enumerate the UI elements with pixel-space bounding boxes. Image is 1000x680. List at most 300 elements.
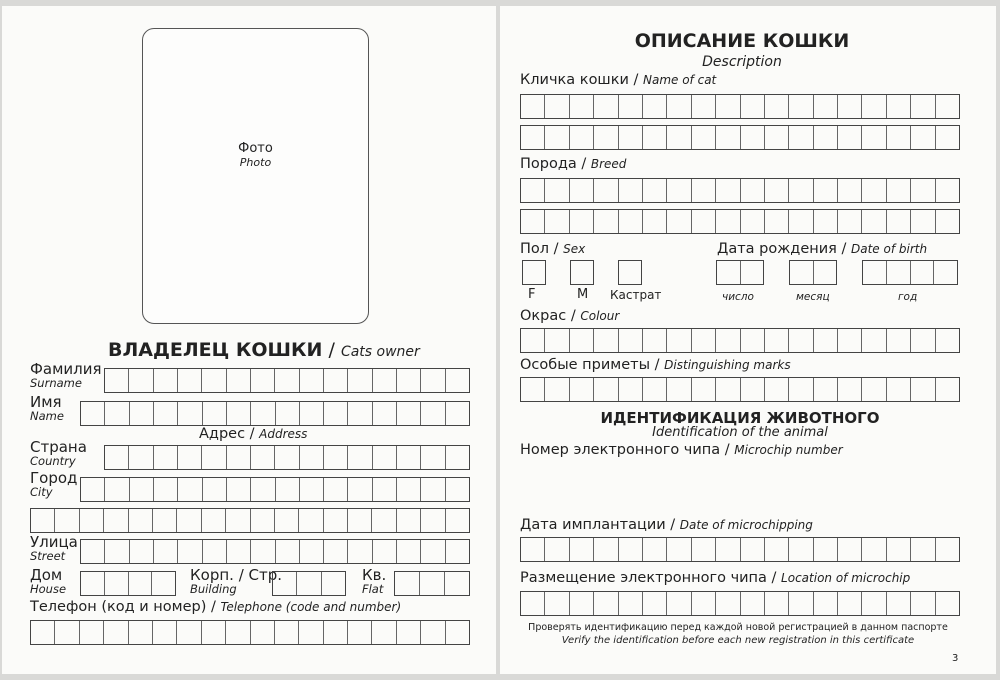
char-cell[interactable] [887, 538, 911, 561]
char-cell[interactable] [373, 540, 397, 563]
char-cell[interactable] [838, 126, 862, 149]
char-cell[interactable] [643, 538, 667, 561]
char-cell[interactable] [397, 509, 421, 532]
char-cell[interactable] [154, 446, 178, 469]
char-cell[interactable] [372, 509, 396, 532]
char-cell[interactable] [716, 538, 740, 561]
char-cell[interactable] [789, 592, 813, 615]
char-cell[interactable] [521, 538, 545, 561]
char-cell[interactable] [202, 621, 226, 644]
char-cell[interactable] [202, 509, 226, 532]
char-cell[interactable] [911, 538, 935, 561]
char-cell[interactable] [862, 378, 886, 401]
char-cell[interactable] [717, 261, 741, 284]
char-cell[interactable] [692, 95, 716, 118]
surname-field[interactable] [104, 368, 470, 393]
char-cell[interactable] [251, 621, 275, 644]
char-cell[interactable] [814, 179, 838, 202]
char-cell[interactable] [545, 126, 569, 149]
char-cell[interactable] [789, 210, 813, 233]
dob-day-field[interactable] [716, 260, 764, 285]
char-cell[interactable] [741, 378, 765, 401]
char-cell[interactable] [936, 538, 959, 561]
char-cell[interactable] [594, 95, 618, 118]
char-cell[interactable] [862, 179, 886, 202]
char-cell[interactable] [373, 446, 397, 469]
char-cell[interactable] [911, 329, 935, 352]
char-cell[interactable] [741, 538, 765, 561]
char-cell[interactable] [129, 621, 153, 644]
char-cell[interactable] [227, 369, 251, 392]
char-cell[interactable] [619, 210, 643, 233]
char-cell[interactable] [887, 592, 911, 615]
char-cell[interactable] [275, 446, 299, 469]
char-cell[interactable] [297, 572, 321, 595]
char-cell[interactable] [521, 329, 545, 352]
char-cell[interactable] [765, 378, 789, 401]
char-cell[interactable] [31, 509, 55, 532]
char-cell[interactable] [251, 369, 275, 392]
char-cell[interactable] [692, 378, 716, 401]
char-cell[interactable] [348, 402, 372, 425]
char-cell[interactable] [570, 592, 594, 615]
char-cell[interactable] [324, 369, 348, 392]
char-cell[interactable] [911, 95, 935, 118]
char-cell[interactable] [446, 478, 469, 501]
char-cell[interactable] [911, 261, 935, 284]
char-cell[interactable] [789, 538, 813, 561]
char-cell[interactable] [251, 509, 275, 532]
char-cell[interactable] [619, 261, 641, 284]
char-cell[interactable] [667, 329, 691, 352]
char-cell[interactable] [643, 378, 667, 401]
char-cell[interactable] [324, 509, 348, 532]
char-cell[interactable] [887, 329, 911, 352]
char-cell[interactable] [545, 329, 569, 352]
char-cell[interactable] [838, 378, 862, 401]
char-cell[interactable] [814, 126, 838, 149]
dob-month-field[interactable] [789, 260, 837, 285]
char-cell[interactable] [105, 402, 129, 425]
char-cell[interactable] [203, 402, 227, 425]
char-cell[interactable] [227, 540, 251, 563]
char-cell[interactable] [765, 538, 789, 561]
char-cell[interactable] [227, 446, 251, 469]
char-cell[interactable] [300, 402, 324, 425]
char-cell[interactable] [643, 95, 667, 118]
char-cell[interactable] [619, 378, 643, 401]
char-cell[interactable] [373, 369, 397, 392]
char-cell[interactable] [178, 369, 202, 392]
char-cell[interactable] [789, 95, 813, 118]
char-cell[interactable] [445, 572, 469, 595]
char-cell[interactable] [324, 540, 348, 563]
char-cell[interactable] [863, 261, 887, 284]
char-cell[interactable] [373, 402, 397, 425]
char-cell[interactable] [523, 261, 545, 284]
char-cell[interactable] [105, 540, 129, 563]
char-cell[interactable] [275, 621, 299, 644]
char-cell[interactable] [692, 538, 716, 561]
char-cell[interactable] [765, 592, 789, 615]
char-cell[interactable] [251, 446, 275, 469]
char-cell[interactable] [273, 572, 297, 595]
char-cell[interactable] [789, 329, 813, 352]
char-cell[interactable] [152, 572, 175, 595]
char-cell[interactable] [397, 621, 421, 644]
char-cell[interactable] [397, 369, 421, 392]
char-cell[interactable] [348, 509, 372, 532]
char-cell[interactable] [571, 261, 593, 284]
char-cell[interactable] [716, 126, 740, 149]
char-cell[interactable] [251, 402, 275, 425]
char-cell[interactable] [862, 126, 886, 149]
char-cell[interactable] [130, 402, 154, 425]
char-cell[interactable] [570, 210, 594, 233]
char-cell[interactable] [202, 446, 226, 469]
char-cell[interactable] [275, 509, 299, 532]
char-cell[interactable] [202, 369, 226, 392]
char-cell[interactable] [741, 261, 764, 284]
char-cell[interactable] [765, 179, 789, 202]
char-cell[interactable] [178, 478, 202, 501]
char-cell[interactable] [887, 179, 911, 202]
char-cell[interactable] [545, 538, 569, 561]
char-cell[interactable] [300, 369, 324, 392]
char-cell[interactable] [545, 179, 569, 202]
char-cell[interactable] [741, 329, 765, 352]
char-cell[interactable] [765, 126, 789, 149]
sex-neutered-checkbox[interactable] [618, 260, 642, 285]
sex-m-checkbox[interactable] [570, 260, 594, 285]
char-cell[interactable] [934, 261, 957, 284]
char-cell[interactable] [814, 261, 837, 284]
char-cell[interactable] [348, 369, 372, 392]
char-cell[interactable] [911, 378, 935, 401]
char-cell[interactable] [643, 126, 667, 149]
char-cell[interactable] [789, 126, 813, 149]
breed-field-line2[interactable] [520, 209, 960, 234]
char-cell[interactable] [862, 538, 886, 561]
char-cell[interactable] [594, 378, 618, 401]
char-cell[interactable] [838, 538, 862, 561]
char-cell[interactable] [594, 592, 618, 615]
breed-field-line1[interactable] [520, 178, 960, 203]
char-cell[interactable] [55, 509, 79, 532]
cat-name-field-line2[interactable] [520, 125, 960, 150]
char-cell[interactable] [203, 478, 227, 501]
char-cell[interactable] [421, 369, 445, 392]
char-cell[interactable] [81, 572, 105, 595]
char-cell[interactable] [570, 126, 594, 149]
char-cell[interactable] [276, 402, 300, 425]
char-cell[interactable] [105, 572, 129, 595]
char-cell[interactable] [619, 592, 643, 615]
char-cell[interactable] [594, 538, 618, 561]
char-cell[interactable] [324, 402, 348, 425]
char-cell[interactable] [81, 540, 105, 563]
char-cell[interactable] [521, 210, 545, 233]
char-cell[interactable] [348, 621, 372, 644]
char-cell[interactable] [129, 509, 153, 532]
char-cell[interactable] [862, 592, 886, 615]
char-cell[interactable] [741, 210, 765, 233]
char-cell[interactable] [570, 378, 594, 401]
char-cell[interactable] [570, 95, 594, 118]
char-cell[interactable] [397, 478, 421, 501]
char-cell[interactable] [667, 378, 691, 401]
char-cell[interactable] [300, 478, 324, 501]
char-cell[interactable] [594, 329, 618, 352]
char-cell[interactable] [838, 179, 862, 202]
char-cell[interactable] [692, 329, 716, 352]
char-cell[interactable] [789, 179, 813, 202]
building-field[interactable] [272, 571, 346, 596]
char-cell[interactable] [838, 329, 862, 352]
char-cell[interactable] [446, 446, 469, 469]
char-cell[interactable] [594, 210, 618, 233]
char-cell[interactable] [887, 95, 911, 118]
char-cell[interactable] [178, 446, 202, 469]
char-cell[interactable] [936, 95, 959, 118]
flat-field[interactable] [394, 571, 470, 596]
char-cell[interactable] [80, 621, 104, 644]
char-cell[interactable] [31, 621, 55, 644]
char-cell[interactable] [545, 95, 569, 118]
char-cell[interactable] [692, 210, 716, 233]
char-cell[interactable] [887, 210, 911, 233]
house-field[interactable] [80, 571, 176, 596]
char-cell[interactable] [276, 478, 300, 501]
char-cell[interactable] [446, 369, 469, 392]
char-cell[interactable] [373, 478, 397, 501]
char-cell[interactable] [421, 478, 445, 501]
char-cell[interactable] [395, 572, 420, 595]
chip-location-field[interactable] [520, 591, 960, 616]
char-cell[interactable] [521, 95, 545, 118]
char-cell[interactable] [251, 540, 275, 563]
marks-field[interactable] [520, 377, 960, 402]
char-cell[interactable] [667, 210, 691, 233]
char-cell[interactable] [692, 179, 716, 202]
char-cell[interactable] [887, 378, 911, 401]
char-cell[interactable] [178, 402, 202, 425]
char-cell[interactable] [716, 329, 740, 352]
char-cell[interactable] [911, 126, 935, 149]
char-cell[interactable] [716, 95, 740, 118]
char-cell[interactable] [765, 210, 789, 233]
char-cell[interactable] [81, 402, 105, 425]
char-cell[interactable] [446, 621, 469, 644]
city-field-line2[interactable] [30, 508, 470, 533]
char-cell[interactable] [716, 179, 740, 202]
char-cell[interactable] [81, 478, 105, 501]
char-cell[interactable] [667, 179, 691, 202]
char-cell[interactable] [619, 95, 643, 118]
char-cell[interactable] [741, 179, 765, 202]
char-cell[interactable] [324, 478, 348, 501]
char-cell[interactable] [227, 478, 251, 501]
char-cell[interactable] [741, 95, 765, 118]
char-cell[interactable] [619, 179, 643, 202]
char-cell[interactable] [814, 538, 838, 561]
char-cell[interactable] [692, 592, 716, 615]
char-cell[interactable] [643, 329, 667, 352]
char-cell[interactable] [570, 329, 594, 352]
char-cell[interactable] [545, 378, 569, 401]
char-cell[interactable] [570, 538, 594, 561]
char-cell[interactable] [420, 572, 445, 595]
char-cell[interactable] [570, 179, 594, 202]
char-cell[interactable] [838, 95, 862, 118]
char-cell[interactable] [862, 210, 886, 233]
char-cell[interactable] [521, 179, 545, 202]
char-cell[interactable] [789, 378, 813, 401]
char-cell[interactable] [936, 179, 959, 202]
char-cell[interactable] [667, 126, 691, 149]
char-cell[interactable] [765, 95, 789, 118]
char-cell[interactable] [397, 540, 421, 563]
char-cell[interactable] [887, 126, 911, 149]
char-cell[interactable] [814, 95, 838, 118]
country-field[interactable] [104, 445, 470, 470]
char-cell[interactable] [104, 509, 128, 532]
char-cell[interactable] [348, 478, 372, 501]
chip-date-field[interactable] [520, 537, 960, 562]
char-cell[interactable] [521, 126, 545, 149]
char-cell[interactable] [838, 210, 862, 233]
char-cell[interactable] [741, 592, 765, 615]
char-cell[interactable] [643, 179, 667, 202]
colour-field[interactable] [520, 328, 960, 353]
char-cell[interactable] [716, 378, 740, 401]
char-cell[interactable] [203, 540, 227, 563]
char-cell[interactable] [322, 572, 345, 595]
char-cell[interactable] [324, 621, 348, 644]
char-cell[interactable] [397, 402, 421, 425]
char-cell[interactable] [226, 621, 250, 644]
char-cell[interactable] [275, 369, 299, 392]
street-field[interactable] [80, 539, 470, 564]
char-cell[interactable] [936, 329, 959, 352]
char-cell[interactable] [692, 126, 716, 149]
char-cell[interactable] [129, 446, 153, 469]
char-cell[interactable] [299, 621, 323, 644]
char-cell[interactable] [814, 329, 838, 352]
char-cell[interactable] [130, 540, 154, 563]
char-cell[interactable] [421, 509, 445, 532]
sex-f-checkbox[interactable] [522, 260, 546, 285]
char-cell[interactable] [594, 126, 618, 149]
char-cell[interactable] [421, 402, 445, 425]
char-cell[interactable] [814, 210, 838, 233]
char-cell[interactable] [105, 369, 129, 392]
char-cell[interactable] [667, 95, 691, 118]
char-cell[interactable] [741, 126, 765, 149]
char-cell[interactable] [104, 621, 128, 644]
char-cell[interactable] [446, 509, 469, 532]
char-cell[interactable] [153, 621, 177, 644]
char-cell[interactable] [421, 540, 445, 563]
char-cell[interactable] [521, 378, 545, 401]
char-cell[interactable] [130, 478, 154, 501]
char-cell[interactable] [446, 540, 469, 563]
char-cell[interactable] [397, 446, 421, 469]
char-cell[interactable] [790, 261, 814, 284]
char-cell[interactable] [348, 446, 372, 469]
char-cell[interactable] [300, 446, 324, 469]
char-cell[interactable] [154, 402, 178, 425]
char-cell[interactable] [154, 369, 178, 392]
char-cell[interactable] [276, 540, 300, 563]
char-cell[interactable] [643, 592, 667, 615]
char-cell[interactable] [300, 540, 324, 563]
char-cell[interactable] [372, 621, 396, 644]
char-cell[interactable] [765, 329, 789, 352]
char-cell[interactable] [936, 126, 959, 149]
char-cell[interactable] [936, 592, 959, 615]
char-cell[interactable] [177, 509, 201, 532]
char-cell[interactable] [348, 540, 372, 563]
dob-year-field[interactable] [862, 260, 958, 285]
char-cell[interactable] [299, 509, 323, 532]
cat-name-field-line1[interactable] [520, 94, 960, 119]
char-cell[interactable] [153, 509, 177, 532]
char-cell[interactable] [421, 446, 445, 469]
char-cell[interactable] [936, 378, 959, 401]
char-cell[interactable] [177, 621, 201, 644]
char-cell[interactable] [862, 95, 886, 118]
char-cell[interactable] [911, 210, 935, 233]
char-cell[interactable] [80, 509, 104, 532]
char-cell[interactable] [619, 538, 643, 561]
char-cell[interactable] [178, 540, 202, 563]
char-cell[interactable] [129, 369, 153, 392]
char-cell[interactable] [716, 592, 740, 615]
name-field[interactable] [80, 401, 470, 426]
char-cell[interactable] [619, 126, 643, 149]
city-field[interactable] [80, 477, 470, 502]
char-cell[interactable] [911, 592, 935, 615]
char-cell[interactable] [521, 592, 545, 615]
char-cell[interactable] [814, 592, 838, 615]
char-cell[interactable] [716, 210, 740, 233]
char-cell[interactable] [594, 179, 618, 202]
char-cell[interactable] [251, 478, 275, 501]
char-cell[interactable] [862, 329, 886, 352]
char-cell[interactable] [55, 621, 79, 644]
char-cell[interactable] [105, 478, 129, 501]
char-cell[interactable] [226, 509, 250, 532]
char-cell[interactable] [227, 402, 251, 425]
phone-field[interactable] [30, 620, 470, 645]
char-cell[interactable] [421, 621, 445, 644]
char-cell[interactable] [545, 210, 569, 233]
char-cell[interactable] [667, 592, 691, 615]
char-cell[interactable] [667, 538, 691, 561]
char-cell[interactable] [105, 446, 129, 469]
char-cell[interactable] [446, 402, 469, 425]
char-cell[interactable] [838, 592, 862, 615]
char-cell[interactable] [814, 378, 838, 401]
char-cell[interactable] [619, 329, 643, 352]
char-cell[interactable] [324, 446, 348, 469]
char-cell[interactable] [154, 478, 178, 501]
char-cell[interactable] [911, 179, 935, 202]
char-cell[interactable] [545, 592, 569, 615]
char-cell[interactable] [936, 210, 959, 233]
char-cell[interactable] [887, 261, 911, 284]
